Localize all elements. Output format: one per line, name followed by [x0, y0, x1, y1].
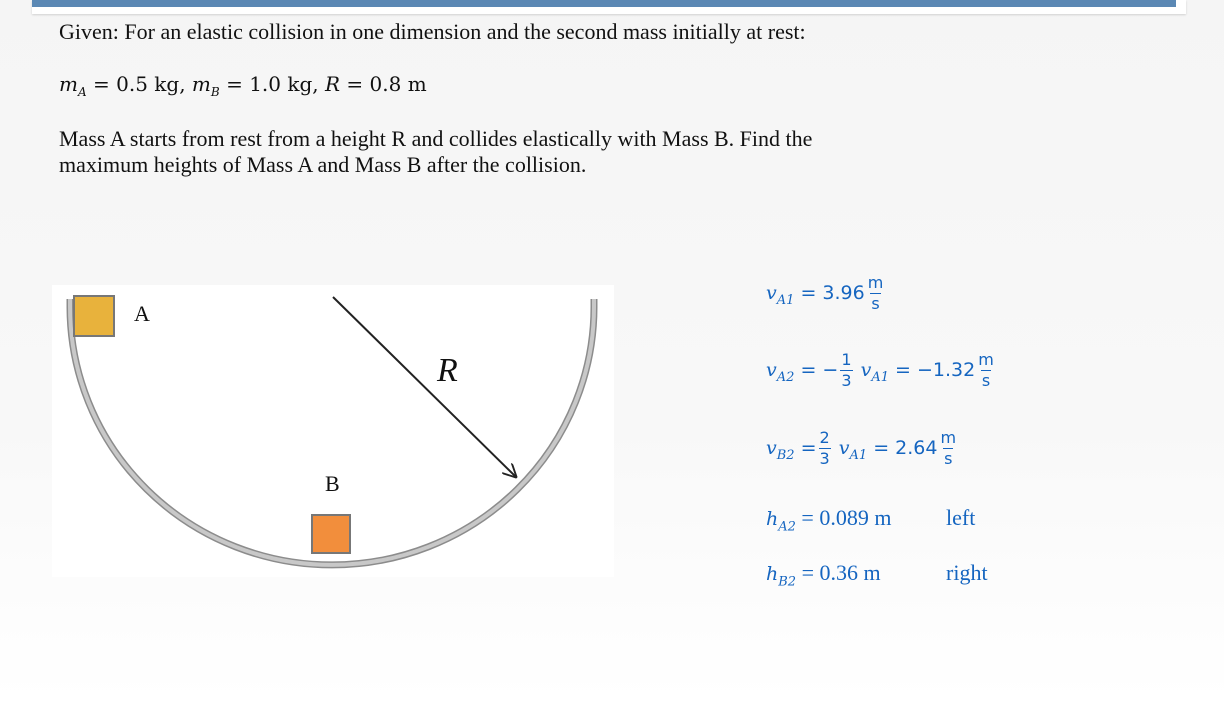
va2-value: = −1.32 — [895, 359, 976, 381]
label-r: R — [437, 352, 458, 389]
hb2-value: = 0.36 m — [801, 560, 881, 585]
equation-ha2 — [766, 505, 976, 535]
vb2-frac-den: 3 — [819, 449, 830, 468]
ha2-symbol: h — [766, 508, 779, 530]
vb2-unit — [939, 428, 957, 469]
ha2-subscript: A2 — [778, 519, 796, 535]
radius-arrow — [333, 297, 516, 477]
label-a: A — [134, 301, 150, 326]
va1-unit — [867, 273, 885, 314]
block-b — [312, 515, 350, 553]
vb2-subscript: B2 — [776, 447, 795, 463]
va2-equals: = − — [800, 359, 839, 381]
m-b-value: = 1.0 kg, — [226, 72, 319, 96]
top-banner-stripe — [32, 0, 1176, 7]
va1-symbol: v — [766, 282, 777, 304]
ha2-direction: left — [946, 505, 976, 530]
hb2-direction: right — [946, 560, 988, 585]
m-a-value: = 0.5 kg, — [93, 72, 186, 96]
r-value: = 0.8 m — [346, 72, 427, 96]
va2-unit-den: s — [981, 371, 991, 390]
m-a-symbol: m — [59, 72, 78, 96]
vb2-mid-symbol: v — [838, 437, 850, 459]
va2-subscript: A2 — [776, 369, 795, 385]
vb2-value: = 2.64 — [873, 437, 938, 459]
bowl-diagram — [52, 285, 614, 577]
hb2-symbol: h — [766, 563, 779, 585]
r-symbol: R — [325, 72, 341, 96]
vb2-equals: = — [800, 437, 817, 459]
va1-subscript: A1 — [776, 292, 795, 308]
problem-line-1: Mass A starts from rest from a height R and collides elastically with Mass B. Find the — [59, 126, 813, 151]
va2-mid-symbol: v — [860, 359, 872, 381]
equation-hb2 — [766, 560, 988, 590]
vb2-symbol: v — [766, 437, 777, 459]
va2-frac-den: 3 — [841, 371, 852, 390]
ha2-value: = 0.089 m — [801, 505, 892, 530]
problem-line-2: maximum heights of Mass A and Mass B after the collision. — [59, 152, 587, 177]
va1-unit-num: m — [867, 273, 884, 292]
va2-frac-num: 1 — [841, 350, 852, 369]
va2-fraction — [840, 350, 852, 391]
vb2-unit-den: s — [944, 449, 953, 468]
va2-unit-num: m — [978, 350, 994, 369]
va1-unit-den: s — [871, 294, 880, 313]
va2-symbol: v — [766, 359, 777, 381]
given-statement: Given: For an elastic collision in one dimension and the second mass initially at rest: — [59, 19, 806, 44]
vb2-fraction — [819, 428, 831, 469]
equation-va1 — [766, 273, 886, 314]
bowl-diagram-svg — [52, 285, 614, 577]
problem-statement — [59, 126, 959, 178]
m-a-subscript: A — [77, 85, 87, 99]
equation-vb2 — [766, 428, 959, 469]
va1-value: = 3.96 — [800, 282, 865, 304]
block-a — [74, 296, 114, 336]
vb2-frac-num: 2 — [819, 428, 830, 447]
hb2-subscript: B2 — [778, 574, 797, 590]
top-banner — [32, 0, 1186, 14]
va2-mid-subscript: A1 — [871, 369, 889, 385]
m-b-symbol: m — [191, 72, 211, 96]
label-b: B — [325, 471, 340, 496]
vb2-mid-subscript: A1 — [849, 447, 868, 463]
va2-unit — [977, 350, 995, 391]
mass-values — [59, 71, 427, 105]
m-b-subscript: B — [210, 85, 220, 99]
equation-va2 — [766, 350, 997, 391]
vb2-unit-num: m — [940, 428, 957, 447]
